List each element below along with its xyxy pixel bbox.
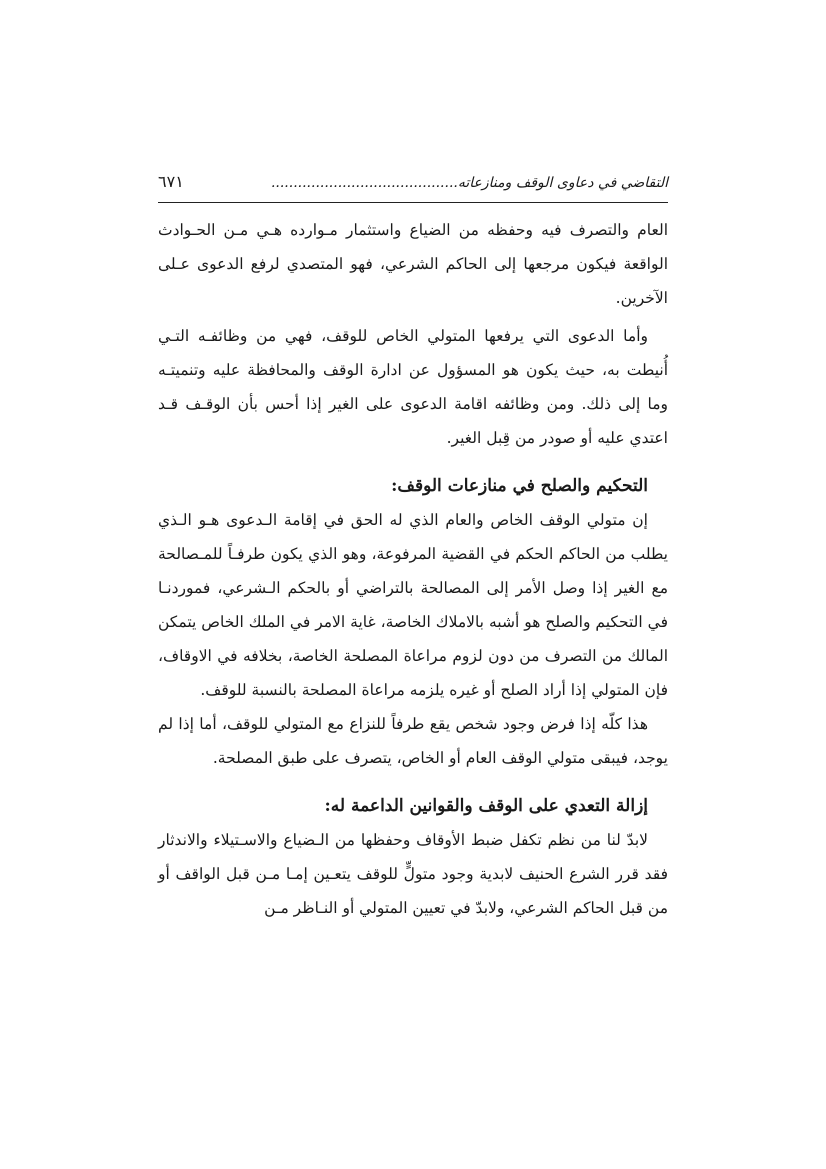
page-number: ٦٧١ — [158, 172, 184, 191]
running-title: التقاضي في دعاوى الوقف ومنازعاته — [457, 175, 668, 191]
section-heading-arbitration: التحكيم والصلح في منازعات الوقف: — [391, 476, 648, 496]
running-header — [158, 172, 668, 203]
paragraph-no-party: هذا كلّه إذا فرض وجود شخص يقع طرفاً للنزاع مع المتولي للوقف، أما إذا لم يوجد، فيبقى متولي الوقف العام أو الخاص، يتصرف على طبق المصلحة. — [158, 715, 668, 767]
paragraph-trustee-claims: وأما الدعوى التي يرفعها المتولي الخاص للوقف، فهي من وظائفـه التـي أُنيطت به، حيث يكون هو المسؤول عن ادارة الوقف والمحافظة عليه وتنميتـه وما إلى ذلك. ومن وظائفه اقامة الدعوى على الغير إذا أحس بأن الوقـف قـد اعتدي عليه أو صودر من قِبل الغير. — [158, 327, 668, 447]
section-heading-removing-infringement: إزالة التعدي على الوقف والقوانين الداعمة له: — [324, 796, 648, 816]
document-page — [158, 172, 668, 925]
running-title-group — [271, 175, 668, 191]
paragraph-continuation: العام والتصرف فيه وحفظه من الضياع واستثمار مـوارده هـي مـن الحـوادث الواقعة فيكون مرجعها إلى الحاكم الشرعي، فهو المتصدي لرفع الدعوى عـلى الآخرين. — [158, 221, 668, 307]
paragraph-arbitration: إن متولي الوقف الخاص والعام الذي له الحق في إقامة الـدعوى هـو الـذي يطلب من الحاكم الحكم في القضية المرفوعة، وهو الذي يكون طرفـاً للمـصالحة مع الغير إذا وصل الأمر إلى المصالحة بالتراضي أو بالحكم الـشرعي، فموردنـا في التحكيم والصلح هو أشبه بالاملاك الخاصة، غاية الامر في الملك الخاص يتمكن المالك من التصرف من دون لزوم مراعاة المصلحة الخاصة، بخلافه في الاوقاف، فإن المتولي إذا أراد الصلح أو غيره يلزمه مراعاة المصلحة بالنسبة للوقف. — [158, 511, 668, 699]
paragraph-systems: لابدّ لنا من نظم تكفل ضبط الأوقاف وحفظها من الـضياع والاسـتيلاء والاندثار فقد قرر الشرع الحنيف لابدية وجود متولٍّ للوقف يتعـين إمـا مـن قبل الواقف أو من قبل الحاكم الشرعي، ولابدّ في تعيين المتولي أو النـاظر مـن — [158, 831, 668, 917]
leader-dots: .......................................... — [270, 175, 458, 191]
